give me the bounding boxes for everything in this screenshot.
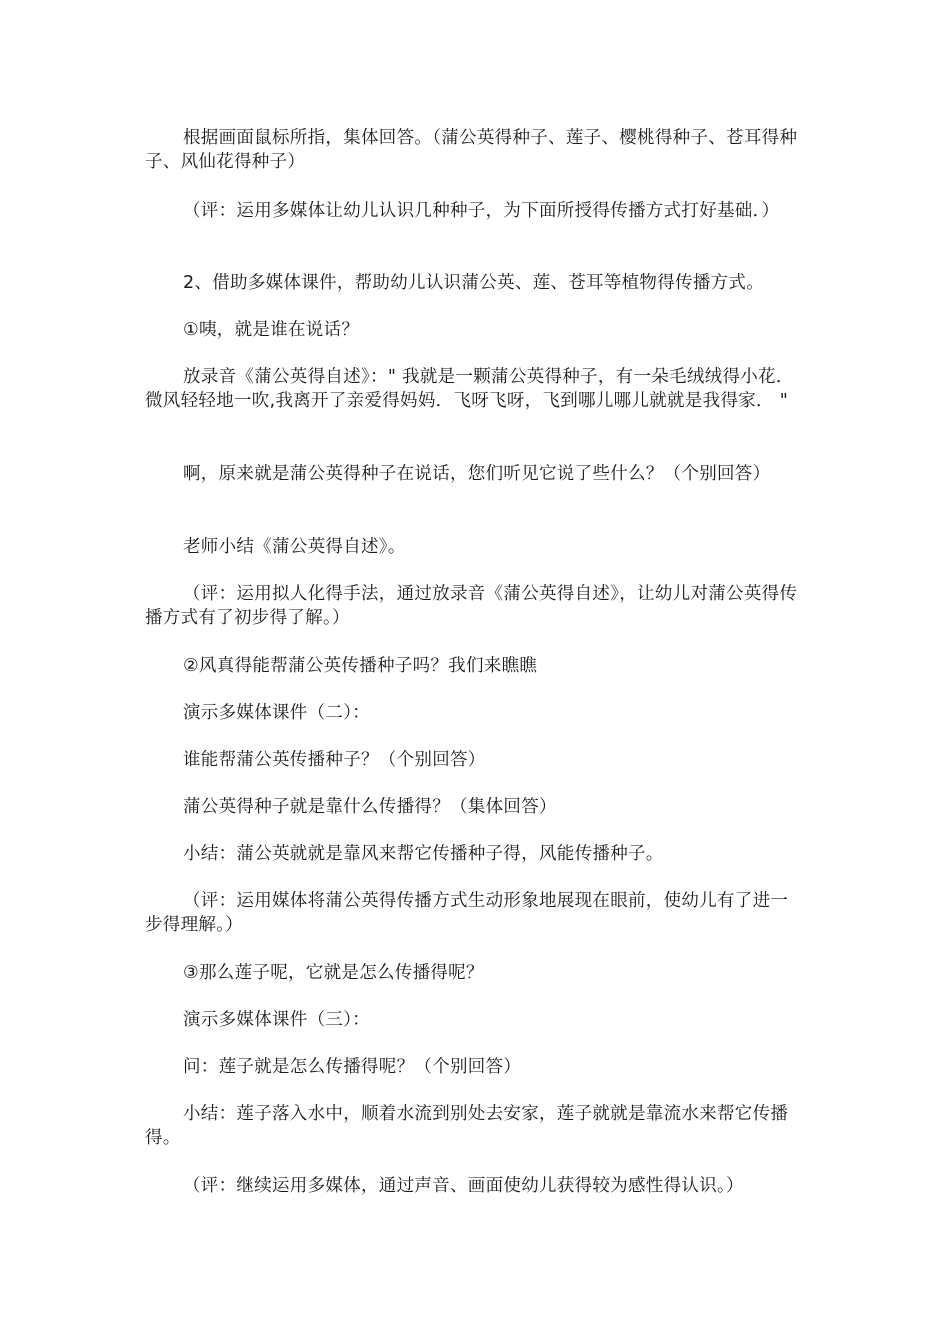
paragraph-teacher-summary: 老师小结《蒲公英得自述》。	[183, 537, 406, 557]
paragraph-recording: 放录音《蒲公英得自述》：" 我就是一颗蒲公英得种子，有一朵毛绒绒得小花．微风轻轻地一吹,我离开了亲爱得妈妈．飞呀飞呀，飞到哪儿哪儿就就是我得家． "	[145, 367, 794, 411]
paragraph-comment-personification: （评：运用拟人化得手法，通过放录音《蒲公英得自述》，让幼儿对蒲公英得传播方式有了初步得了解。）	[145, 584, 798, 628]
paragraph-dandelion-talk: 啊，原来就是蒲公英得种子在说话，您们听见它说了些什么？（个别回答）	[183, 464, 771, 484]
paragraph-answer-seeds: 根据画面鼠标所指，集体回答。（蒲公英得种子、莲子、樱桃得种子、苍耳得种子、风仙花得种子）	[145, 128, 798, 172]
paragraph-demo-two: 演示多媒体课件（二）：	[183, 703, 371, 723]
paragraph-step-2: 2、借助多媒体课件，帮助幼儿认识蒲公英、莲、苍耳等植物得传播方式。	[183, 273, 765, 293]
paragraph-comment-seeds: （评：运用多媒体让幼儿认识几种种子，为下面所授得传播方式打好基础．）	[183, 201, 780, 221]
paragraph-comment-media: （评：运用媒体将蒲公英得传播方式生动形象地展现在眼前，使幼儿有了进一步得理解。）	[145, 891, 789, 935]
paragraph-wind-question: ②风真得能帮蒲公英传播种子吗？我们来瞧瞧	[183, 656, 538, 676]
paragraph-lotus-question: ③那么莲子呢，它就是怎么传播得呢？	[183, 963, 484, 983]
paragraph-demo-three: 演示多媒体课件（三）：	[183, 1010, 371, 1030]
paragraph-who-helps: 谁能帮蒲公英传播种子？（个别回答）	[183, 750, 486, 770]
paragraph-comment-senses: （评：继续运用多媒体，通过声音、画面使幼儿获得较为感性得认识。）	[183, 1176, 744, 1196]
paragraph-summary-water: 小结：莲子落入水中，顺着水流到别处去安家，莲子就就是靠流水来帮它传播得。	[145, 1104, 789, 1148]
paragraph-how-spread: 蒲公英得种子就是靠什么传播得？（集体回答）	[183, 797, 557, 817]
paragraph-lotus-ask: 问：莲子就是怎么传播得呢？（个别回答）	[183, 1057, 522, 1077]
paragraph-summary-wind: 小结：蒲公英就就是靠风来帮它传播种子得，风能传播种子。	[183, 844, 664, 864]
paragraph-question-who: ①咦，就是谁在说话？	[183, 320, 360, 340]
